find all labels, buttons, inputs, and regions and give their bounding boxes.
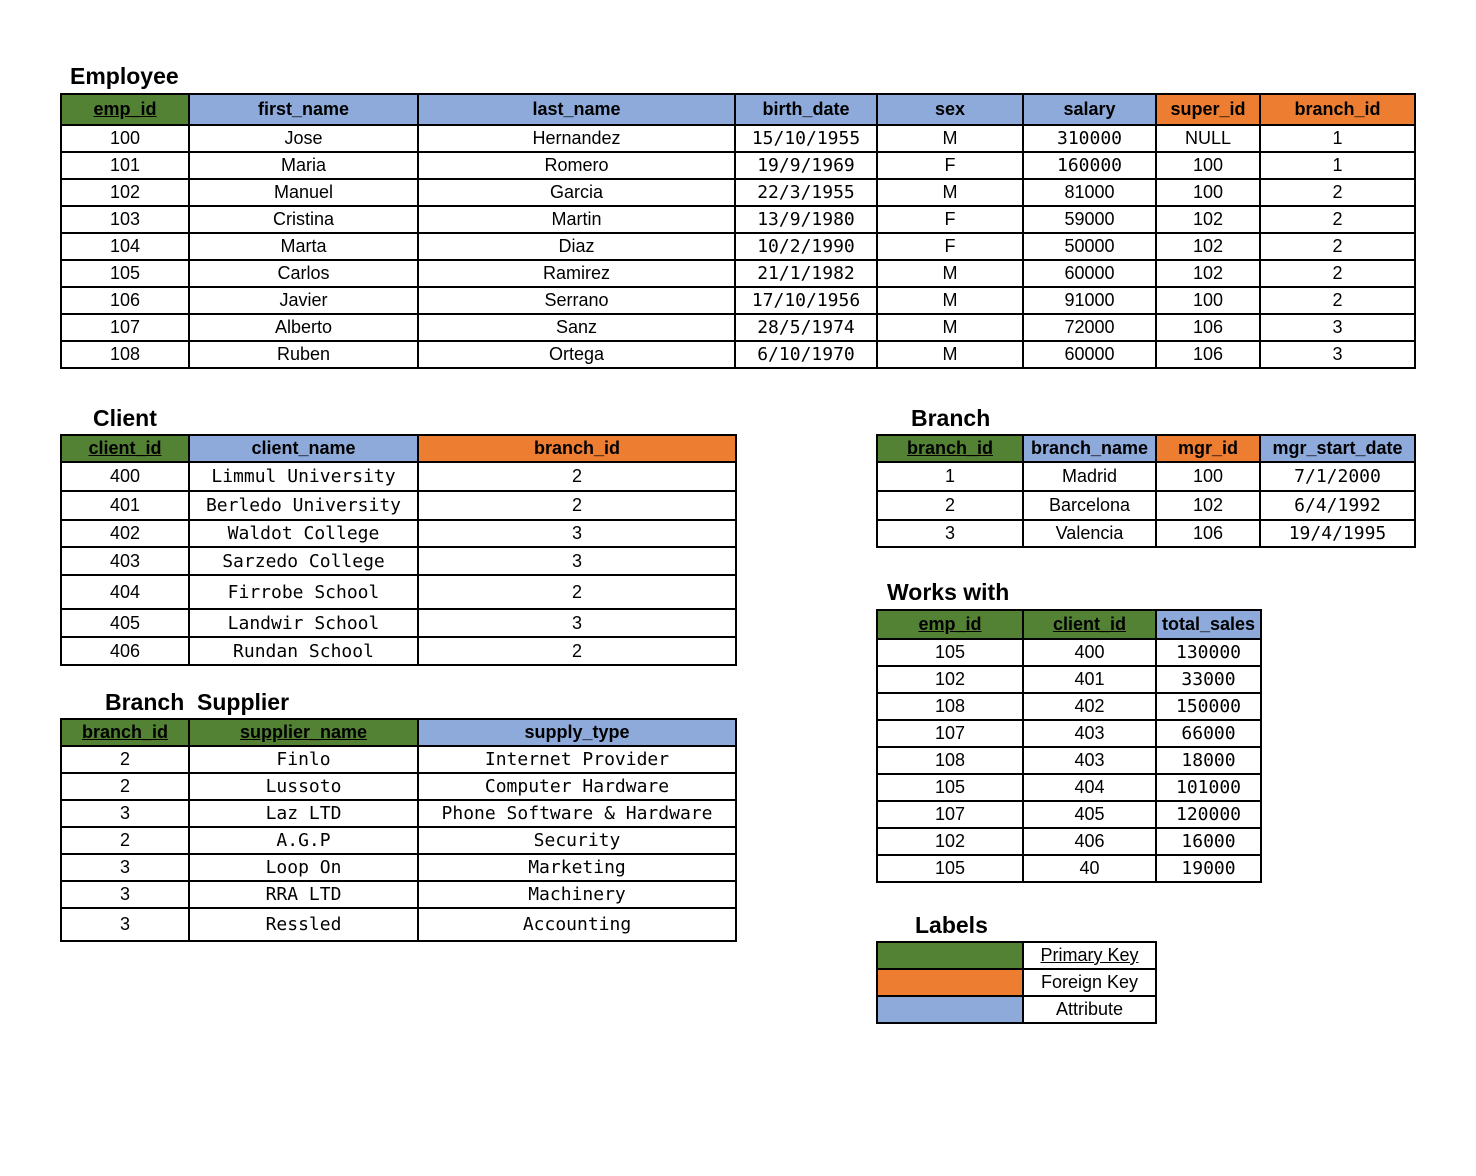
table-row: [877, 801, 1261, 828]
table-row: [61, 125, 1415, 152]
cell: 108: [877, 747, 1023, 774]
cell: 106: [1156, 314, 1260, 341]
cell: 120000: [1156, 801, 1261, 828]
cell: 100: [1156, 152, 1260, 179]
table-row: [61, 800, 736, 827]
cell: 7/1/2000: [1260, 462, 1415, 491]
cell: 59000: [1023, 206, 1156, 233]
table-row: [877, 666, 1261, 693]
table-row: [61, 233, 1415, 260]
cell: 2: [877, 491, 1023, 520]
cell: M: [877, 125, 1023, 152]
cell: 13/9/1980: [735, 206, 877, 233]
header-salary: salary: [1023, 94, 1156, 125]
cell: Ressled: [189, 908, 418, 941]
cell: 106: [1156, 341, 1260, 368]
table-row: [61, 314, 1415, 341]
header-branch-id: branch_id: [418, 435, 736, 462]
cell: Machinery: [418, 881, 736, 908]
cell: 401: [1023, 666, 1156, 693]
cell: 2: [61, 827, 189, 854]
cell: 18000: [1156, 747, 1261, 774]
labels-legend: [876, 941, 1157, 1024]
cell: 100: [1156, 179, 1260, 206]
cell: Marta: [189, 233, 418, 260]
cell: 2: [1260, 233, 1415, 260]
cell: 33000: [1156, 666, 1261, 693]
header-emp-id: emp_id: [61, 94, 189, 125]
cell: 19000: [1156, 855, 1261, 882]
cell: 3: [61, 800, 189, 827]
cell: 2: [1260, 206, 1415, 233]
cell: 22/3/1955: [735, 179, 877, 206]
cell: 108: [877, 693, 1023, 720]
cell: 60000: [1023, 341, 1156, 368]
header-branch-id: branch_id: [877, 435, 1023, 462]
cell: 91000: [1023, 287, 1156, 314]
cell: 81000: [1023, 179, 1156, 206]
branch-supplier-header-row: [61, 719, 736, 746]
cell: Loop On: [189, 854, 418, 881]
cell: RRA LTD: [189, 881, 418, 908]
table-row: [877, 520, 1415, 547]
cell: 102: [877, 828, 1023, 855]
cell: 100: [1156, 462, 1260, 491]
cell: 101000: [1156, 774, 1261, 801]
cell: 102: [877, 666, 1023, 693]
cell: 2: [1260, 179, 1415, 206]
cell: 3: [418, 547, 736, 575]
table-row: [61, 575, 736, 609]
cell: 60000: [1023, 260, 1156, 287]
table-row: [61, 746, 736, 773]
cell: 6/10/1970: [735, 341, 877, 368]
cell: 3: [61, 908, 189, 941]
cell: 2: [418, 491, 736, 520]
cell: M: [877, 287, 1023, 314]
cell: 1: [1260, 152, 1415, 179]
cell: Laz LTD: [189, 800, 418, 827]
header-branch-name: branch_name: [1023, 435, 1156, 462]
table-row: [61, 287, 1415, 314]
header-client-id: client_id: [1023, 610, 1156, 639]
table-row: [61, 341, 1415, 368]
cell: 405: [61, 609, 189, 637]
table-row: [877, 774, 1261, 801]
legend-row-foreign-key: [877, 969, 1156, 996]
cell: 405: [1023, 801, 1156, 828]
cell: NULL: [1156, 125, 1260, 152]
cell: A.G.P: [189, 827, 418, 854]
cell: 404: [61, 575, 189, 609]
cell: 404: [1023, 774, 1156, 801]
table-row: [877, 720, 1261, 747]
cell: 105: [877, 639, 1023, 666]
cell: Security: [418, 827, 736, 854]
cell: 102: [61, 179, 189, 206]
header-branch-id: branch_id: [61, 719, 189, 746]
branch-table: [876, 434, 1416, 548]
branch-supplier-title: Branch Supplier: [105, 689, 290, 715]
cell: Madrid: [1023, 462, 1156, 491]
cell: Serrano: [418, 287, 735, 314]
cell: 403: [1023, 747, 1156, 774]
foreign-key-swatch: [877, 969, 1023, 996]
header-super-id: super_id: [1156, 94, 1260, 125]
cell: Jose: [189, 125, 418, 152]
cell: Javier: [189, 287, 418, 314]
cell: 2: [418, 637, 736, 665]
labels-title: Labels: [915, 912, 988, 938]
table-row: [61, 609, 736, 637]
cell: 16000: [1156, 828, 1261, 855]
cell: Limmul University: [189, 462, 418, 491]
cell: Manuel: [189, 179, 418, 206]
cell: 10/2/1990: [735, 233, 877, 260]
table-row: [877, 491, 1415, 520]
employee-title: Employee: [70, 63, 179, 89]
cell: 101: [61, 152, 189, 179]
cell: Marketing: [418, 854, 736, 881]
cell: M: [877, 260, 1023, 287]
cell: Maria: [189, 152, 418, 179]
cell: Landwir School: [189, 609, 418, 637]
cell: 130000: [1156, 639, 1261, 666]
table-row: [61, 179, 1415, 206]
table-row: [61, 491, 736, 520]
cell: 104: [61, 233, 189, 260]
table-row: [877, 747, 1261, 774]
primary-key-swatch: [877, 942, 1023, 969]
cell: Ramirez: [418, 260, 735, 287]
branch-supplier-table: [60, 718, 737, 942]
cell: 3: [61, 881, 189, 908]
cell: Waldot College: [189, 520, 418, 547]
cell: 3: [1260, 314, 1415, 341]
cell: 401: [61, 491, 189, 520]
cell: 2: [61, 773, 189, 800]
header-total-sales: total_sales: [1156, 610, 1261, 639]
cell: 3: [418, 520, 736, 547]
cell: 400: [1023, 639, 1156, 666]
table-row: [877, 828, 1261, 855]
cell: Rundan School: [189, 637, 418, 665]
cell: 160000: [1023, 152, 1156, 179]
table-row: [61, 827, 736, 854]
employee-header-row: [61, 94, 1415, 125]
attribute-label: Attribute: [1023, 996, 1156, 1023]
cell: Carlos: [189, 260, 418, 287]
table-row: [61, 547, 736, 575]
cell: 2: [1260, 260, 1415, 287]
table-row: [61, 152, 1415, 179]
cell: Lussoto: [189, 773, 418, 800]
cell: 15/10/1955: [735, 125, 877, 152]
header-birth-date: birth_date: [735, 94, 877, 125]
cell: 2: [418, 575, 736, 609]
cell: 3: [61, 854, 189, 881]
cell: 406: [61, 637, 189, 665]
cell: F: [877, 206, 1023, 233]
cell: 400: [61, 462, 189, 491]
cell: 105: [877, 855, 1023, 882]
cell: 40: [1023, 855, 1156, 882]
cell: Barcelona: [1023, 491, 1156, 520]
cell: 2: [418, 462, 736, 491]
cell: 28/5/1974: [735, 314, 877, 341]
table-row: [61, 260, 1415, 287]
cell: 72000: [1023, 314, 1156, 341]
header-last-name: last_name: [418, 94, 735, 125]
works-with-table: [876, 609, 1262, 883]
table-row: [61, 908, 736, 941]
header-mgr-start-date: mgr_start_date: [1260, 435, 1415, 462]
cell: Alberto: [189, 314, 418, 341]
cell: Finlo: [189, 746, 418, 773]
header-first-name: first_name: [189, 94, 418, 125]
cell: Sarzedo College: [189, 547, 418, 575]
foreign-key-label: Foreign Key: [1023, 969, 1156, 996]
primary-key-label: Primary Key: [1023, 942, 1156, 969]
cell: Diaz: [418, 233, 735, 260]
cell: 6/4/1992: [1260, 491, 1415, 520]
cell: 108: [61, 341, 189, 368]
cell: 17/10/1956: [735, 287, 877, 314]
cell: Romero: [418, 152, 735, 179]
header-emp-id: emp_id: [877, 610, 1023, 639]
cell: 2: [1260, 287, 1415, 314]
cell: 402: [1023, 693, 1156, 720]
cell: Firrobe School: [189, 575, 418, 609]
cell: 50000: [1023, 233, 1156, 260]
table-row: [61, 773, 736, 800]
client-table: [60, 434, 737, 666]
cell: 102: [1156, 206, 1260, 233]
header-mgr-id: mgr_id: [1156, 435, 1260, 462]
cell: 403: [1023, 720, 1156, 747]
cell: 100: [1156, 287, 1260, 314]
cell: 106: [61, 287, 189, 314]
cell: Cristina: [189, 206, 418, 233]
table-row: [61, 462, 736, 491]
client-title: Client: [93, 405, 157, 431]
cell: 107: [877, 801, 1023, 828]
cell: F: [877, 152, 1023, 179]
cell: Computer Hardware: [418, 773, 736, 800]
branch-title: Branch: [911, 405, 991, 431]
cell: 310000: [1023, 125, 1156, 152]
cell: 105: [877, 774, 1023, 801]
cell: Berledo University: [189, 491, 418, 520]
header-supply-type: supply_type: [418, 719, 736, 746]
cell: M: [877, 341, 1023, 368]
works-with-header-row: [877, 610, 1261, 639]
cell: Internet Provider: [418, 746, 736, 773]
cell: M: [877, 179, 1023, 206]
cell: 19/4/1995: [1260, 520, 1415, 547]
cell: 105: [61, 260, 189, 287]
cell: Accounting: [418, 908, 736, 941]
cell: 102: [1156, 260, 1260, 287]
cell: 3: [1260, 341, 1415, 368]
attribute-swatch: [877, 996, 1023, 1023]
cell: 402: [61, 520, 189, 547]
cell: 3: [418, 609, 736, 637]
cell: 102: [1156, 491, 1260, 520]
cell: Garcia: [418, 179, 735, 206]
cell: 403: [61, 547, 189, 575]
table-row: [61, 520, 736, 547]
cell: 102: [1156, 233, 1260, 260]
branch-header-row: [877, 435, 1415, 462]
cell: 406: [1023, 828, 1156, 855]
header-supplier-name: supplier_name: [189, 719, 418, 746]
works-with-title: Works with: [887, 579, 1010, 605]
cell: 21/1/1982: [735, 260, 877, 287]
cell: 66000: [1156, 720, 1261, 747]
cell: 2: [61, 746, 189, 773]
legend-row-primary-key: [877, 942, 1156, 969]
cell: Sanz: [418, 314, 735, 341]
cell: 107: [877, 720, 1023, 747]
cell: 1: [1260, 125, 1415, 152]
table-row: [877, 693, 1261, 720]
cell: 150000: [1156, 693, 1261, 720]
header-branch-id: branch_id: [1260, 94, 1415, 125]
table-row: [61, 206, 1415, 233]
table-row: [61, 881, 736, 908]
client-header-row: [61, 435, 736, 462]
header-client-id: client_id: [61, 435, 189, 462]
table-row: [61, 854, 736, 881]
cell: 3: [877, 520, 1023, 547]
cell: Ortega: [418, 341, 735, 368]
table-row: [877, 639, 1261, 666]
cell: 100: [61, 125, 189, 152]
header-client-name: client_name: [189, 435, 418, 462]
table-row: [61, 637, 736, 665]
cell: 103: [61, 206, 189, 233]
cell: Ruben: [189, 341, 418, 368]
cell: 19/9/1969: [735, 152, 877, 179]
cell: Hernandez: [418, 125, 735, 152]
cell: Martin: [418, 206, 735, 233]
cell: F: [877, 233, 1023, 260]
cell: 107: [61, 314, 189, 341]
header-sex: sex: [877, 94, 1023, 125]
table-row: [877, 855, 1261, 882]
legend-row-attribute: [877, 996, 1156, 1023]
cell: M: [877, 314, 1023, 341]
cell: 1: [877, 462, 1023, 491]
cell: Phone Software & Hardware: [418, 800, 736, 827]
table-row: [877, 462, 1415, 491]
employee-table: [60, 93, 1416, 369]
cell: 106: [1156, 520, 1260, 547]
cell: Valencia: [1023, 520, 1156, 547]
